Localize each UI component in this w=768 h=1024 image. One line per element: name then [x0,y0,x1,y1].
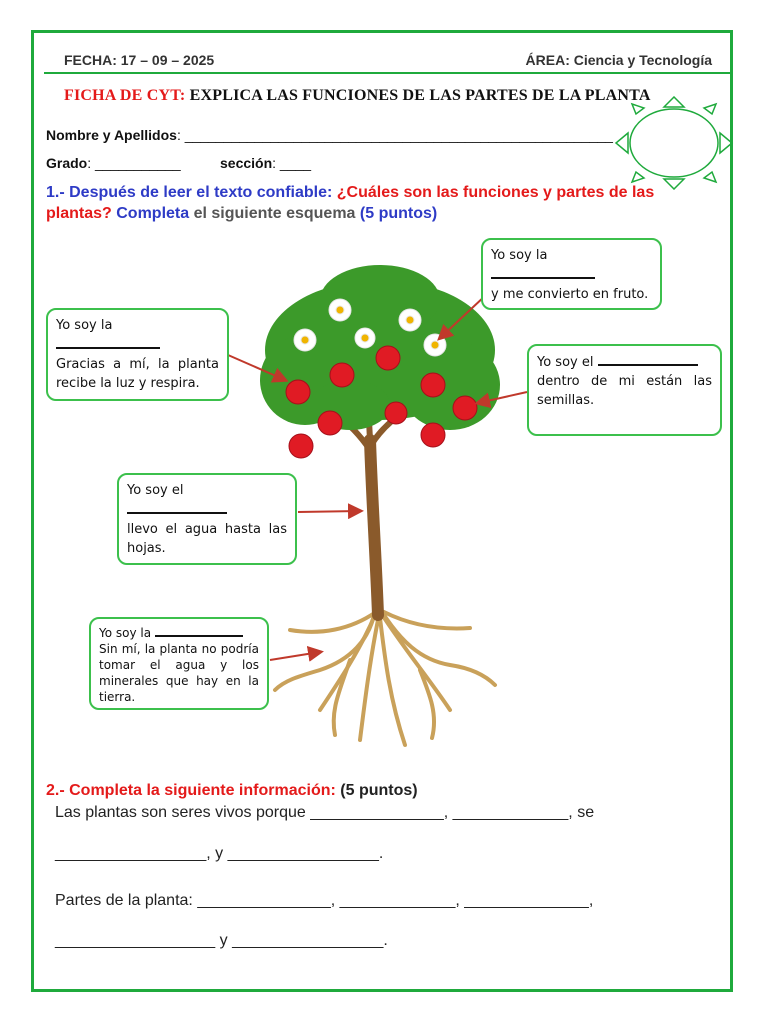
box-leaf-blank[interactable] [56,335,160,349]
title-prefix: FICHA DE CYT: [64,87,186,104]
section-field[interactable] [220,155,311,171]
box-stem-text: llevo el agua hasta las hojas. [127,522,287,556]
q2-line-4[interactable]: __________________ y _________________. [55,932,388,949]
box-fruit-blank[interactable] [491,265,595,279]
q2-points: (5 puntos) [340,782,418,799]
q2-line-1[interactable]: Las plantas son seres vivos porque _______________, _____________, se [55,804,595,821]
header-divider [44,72,732,74]
roots [275,610,495,745]
q1-part2: ¿Cuáles son las funciones y partes de las plantas? [46,184,655,222]
date-label: FECHA: 17 – 09 – 2025 [64,52,215,68]
box-seedcase-blank[interactable] [598,352,698,366]
worksheet-title [64,87,651,105]
q1-points: (5 puntos) [359,205,438,222]
name-field[interactable] [46,127,613,143]
grade-blank[interactable]: : ___________ [87,155,181,171]
box-seedcase-first: Yo soy el [537,355,594,370]
section-label: sección [220,155,273,171]
box-leaf [46,308,229,401]
q1-part1: Después de leer el texto confiable: [69,184,333,201]
box-leaf-text: Gracias a mí, la planta recibe la luz y respira. [56,357,219,391]
question-2 [46,780,418,801]
q1-number: 1.- [46,184,65,201]
box-root-first: Yo soy la [99,626,152,640]
section-blank[interactable]: : ____ [272,155,312,171]
area-label: ÁREA: Ciencia y Tecnología [525,52,712,68]
sun-decoration [614,96,734,190]
box-stem-blank[interactable] [127,500,227,514]
name-blank[interactable]: : _______________________________________________________ [176,127,613,143]
box-stem [117,473,297,565]
box-root-text: Sin mí, la planta no podría tomar el agua y los minerales que hay en la tierra. [99,642,259,704]
q2-line-3[interactable]: Partes de la planta: _______________, _____________, ______________, [55,892,594,909]
box-fruit-first: Yo soy la [491,248,548,263]
box-root [89,617,269,710]
q1-part4: el siguiente esquema [193,205,356,222]
box-leaf-first: Yo soy la [56,318,113,333]
header [64,52,712,72]
question-1 [46,182,710,224]
q2-line-2[interactable]: _________________, y _________________. [55,845,384,862]
box-fruit [481,238,662,310]
q2-label: 2.- Completa la siguiente información: [46,782,336,799]
box-root-blank[interactable] [155,625,243,637]
name-label: Nombre y Apellidos [46,127,177,143]
box-fruit-text: y me convierto en fruto. [491,287,649,302]
box-seedcase-text: dentro de mi están las semillas. [537,374,712,408]
grade-label: Grado [46,155,88,171]
q1-part3: Completa [116,205,190,222]
grade-field[interactable] [46,155,181,171]
title-text: EXPLICA LAS FUNCIONES DE LAS PARTES DE LA PLANTA [189,87,651,104]
box-seedcase [527,344,722,436]
box-stem-first: Yo soy el [127,483,184,498]
